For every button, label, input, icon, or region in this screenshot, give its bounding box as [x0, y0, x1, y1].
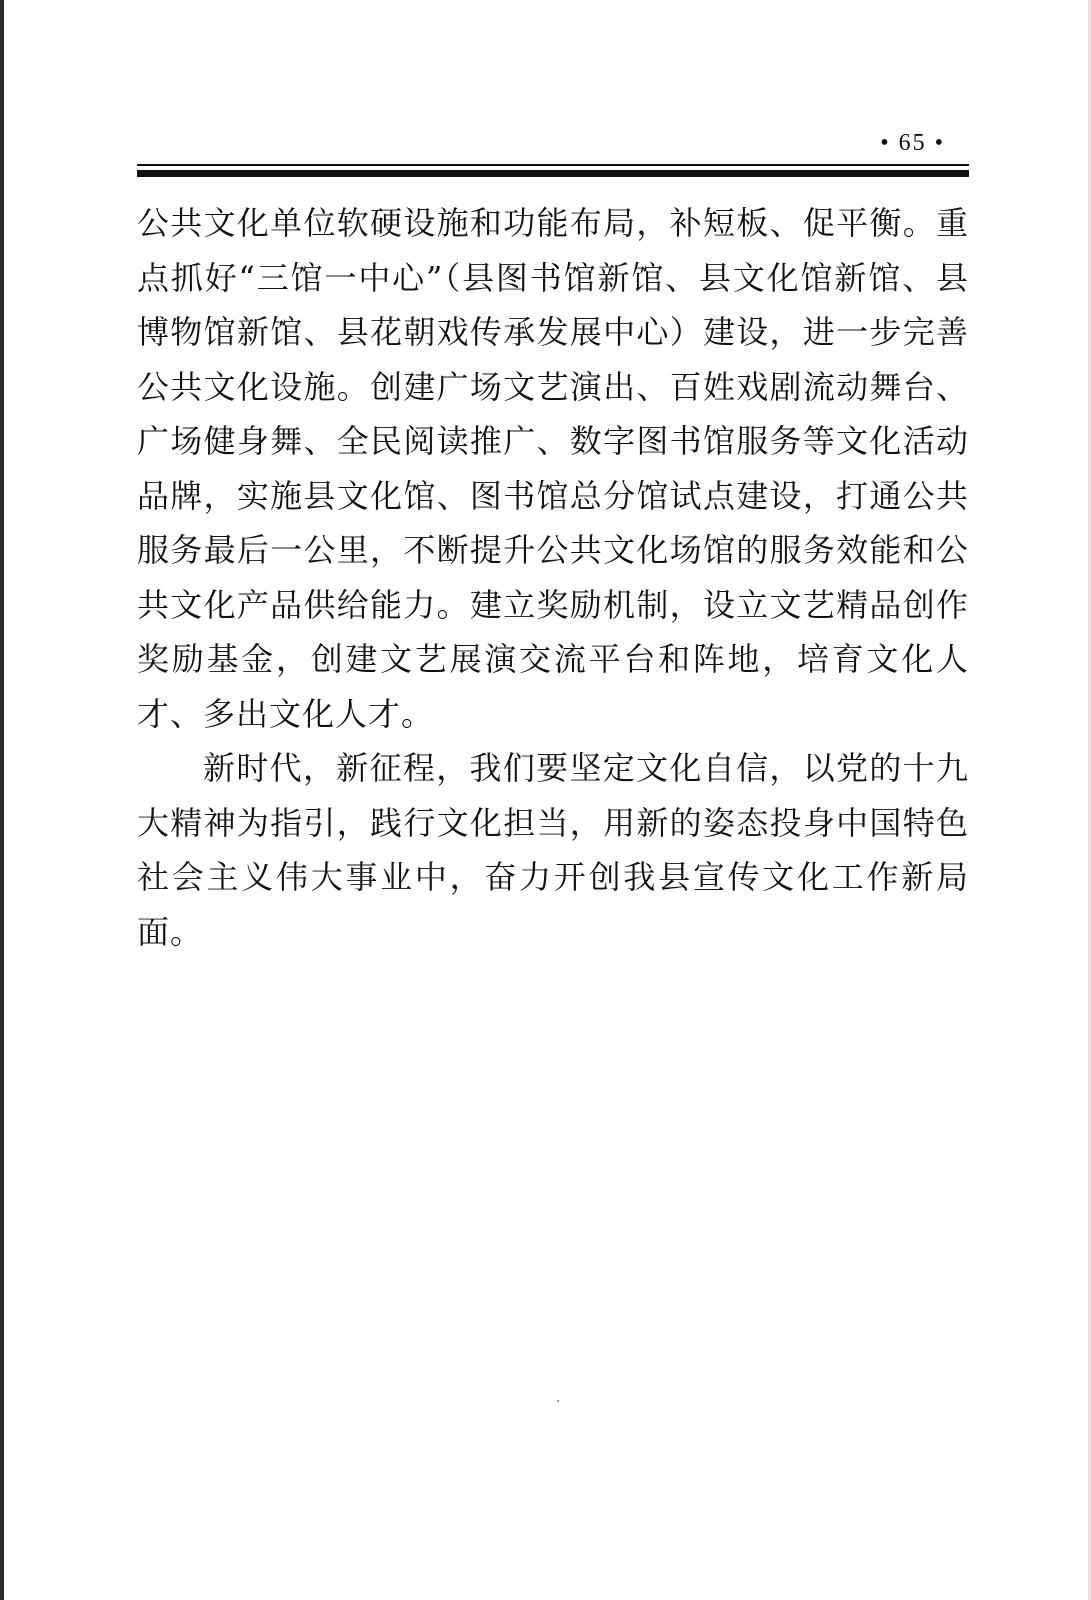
page-header	[137, 126, 969, 186]
header-rule-thin	[137, 164, 969, 166]
header-rule-thick	[137, 170, 969, 177]
scan-edge-left	[0, 0, 4, 1600]
scan-speck	[557, 1400, 559, 1402]
body-text	[137, 196, 969, 959]
paragraph: 新时代，新征程，我们要坚定文化自信，以党的十九大精神为指引，践行文化担当，用新的姿态投身中国特色社会主义伟大事业中，奋力开创我县宣传文化工作新局面。	[137, 749, 969, 951]
page-number: • 65 •	[880, 130, 945, 156]
paragraph: 公共文化单位软硬设施和功能布局，补短板、促平衡。重点抓好“三馆一中心”（县图书馆新馆、县文化馆新馆、县博物馆新馆、县花朝戏传承发展中心）建设，进一步完善公共文化设施。创建广场文艺演出、百姓戏剧流动舞台、广场健身舞、全民阅读推广、数字图书馆服务等文化活动品牌，实施县文化馆、图书馆总分馆试点建设，打通公共服务最后一公里，不断提升公共文化场馆的服务效能和公共文化产品供给能力。建立奖励机制，设立文艺精品创作奖励基金，创建文艺展演交流平台和阵地，培育文化人才、多出文化人才。	[137, 204, 969, 733]
